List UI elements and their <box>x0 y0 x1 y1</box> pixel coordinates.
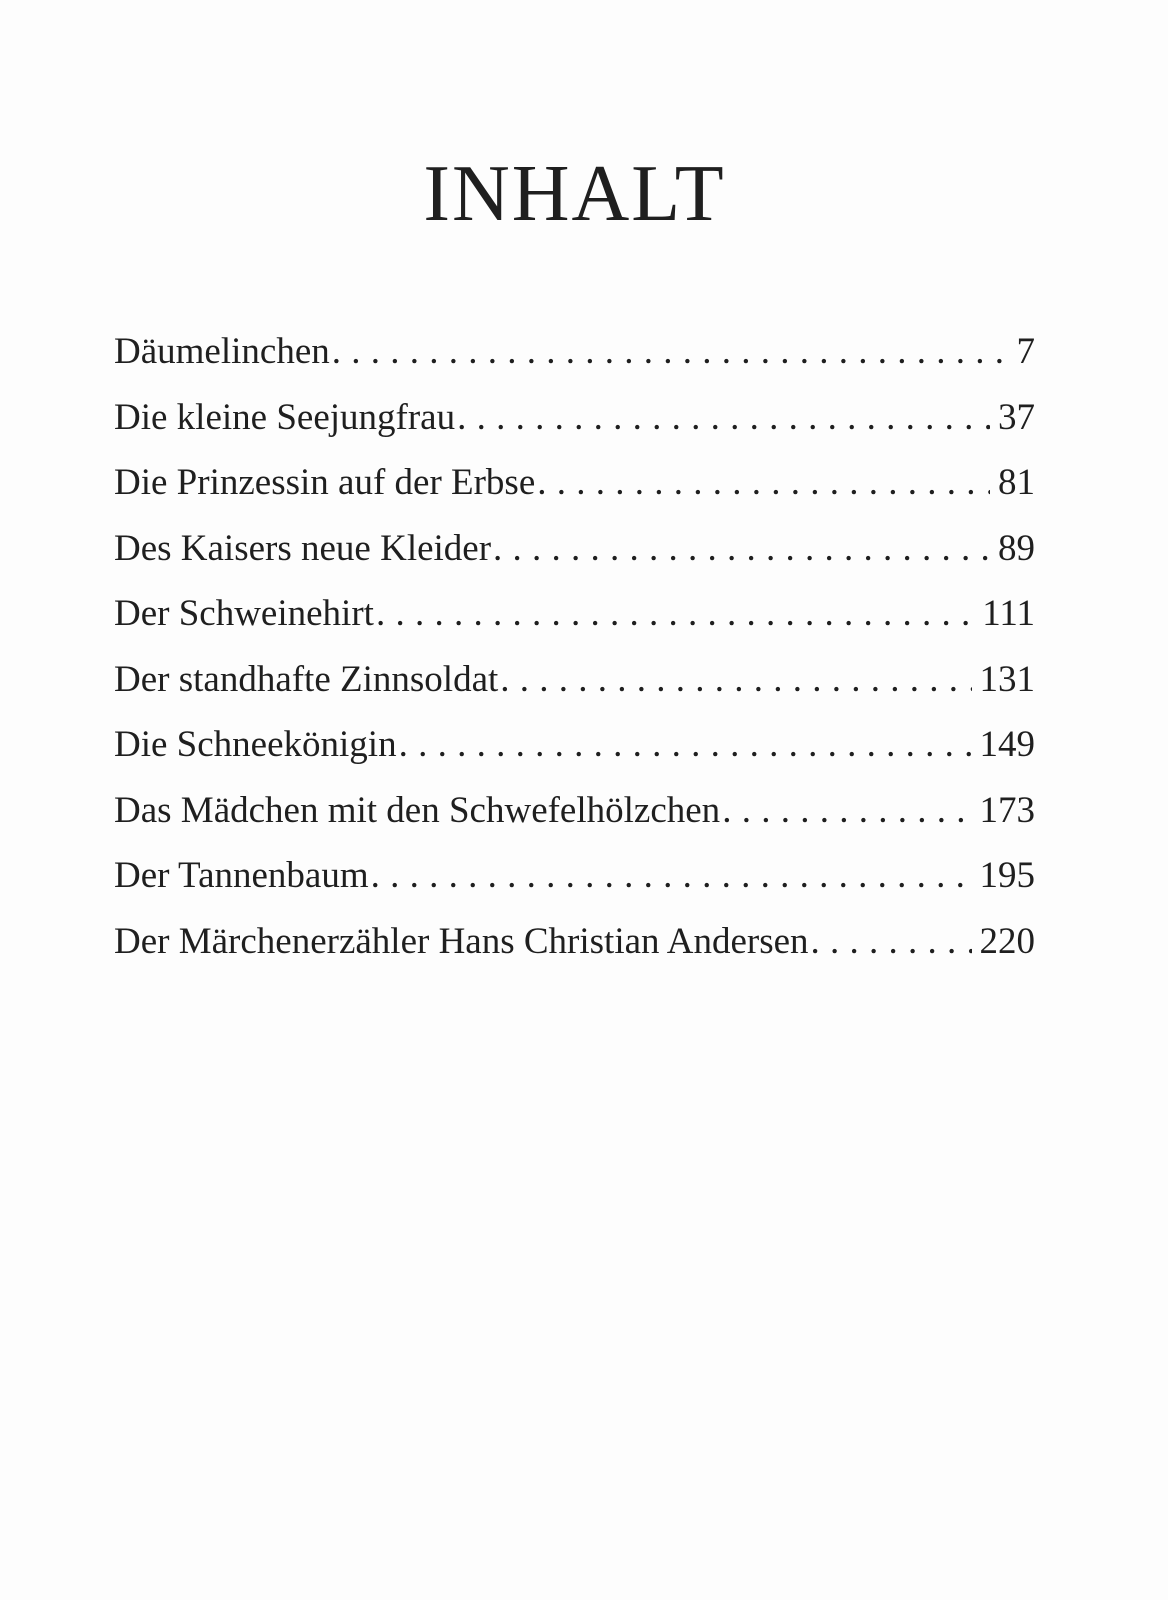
toc-entry <box>114 778 1035 844</box>
toc-entry-title: Die kleine Seejungfrau <box>114 396 456 438</box>
toc-entry-title: Des Kaisers neue Kleider <box>114 527 492 569</box>
toc-entry-page-number: 37 <box>998 396 1035 438</box>
dot-leader <box>399 712 972 778</box>
toc-entry-page-number: 173 <box>979 789 1035 831</box>
dot-leader <box>457 385 990 451</box>
toc-entry <box>114 647 1035 713</box>
toc-entry-title: Der standhafte Zinnsoldat <box>114 658 499 700</box>
toc-list <box>114 319 1035 974</box>
toc-entry-page-number: 195 <box>979 855 1035 896</box>
toc-entry-title: Der Schweinehirt <box>114 593 374 634</box>
toc-entry <box>114 319 1035 385</box>
dot-leader <box>332 319 1009 385</box>
toc-entry-page-number: 81 <box>998 462 1035 503</box>
toc-entry <box>114 450 1035 516</box>
toc-entry-title: Der Märchenerzähler Hans Christian Andersen <box>114 920 809 962</box>
toc-entry-title: Die Prinzessin auf der Erbse <box>114 462 536 503</box>
toc-entry <box>114 909 1035 975</box>
toc-entry <box>114 843 1035 909</box>
dot-leader <box>722 778 971 844</box>
toc-entry-page-number: 149 <box>979 724 1035 765</box>
toc-entry-page-number: 111 <box>982 593 1035 634</box>
toc-entry-page-number: 7 <box>1016 331 1035 372</box>
dot-leader <box>500 647 971 713</box>
dot-leader <box>537 450 990 516</box>
toc-entry <box>114 712 1035 778</box>
toc-entry-page-number: 89 <box>998 527 1035 569</box>
toc-entry-title: Der Tannenbaum <box>114 855 369 896</box>
dot-leader <box>811 909 972 975</box>
toc-entry-page-number: 131 <box>979 658 1035 700</box>
dot-leader <box>493 516 990 582</box>
toc-entry-title: Das Mädchen mit den Schwefelhölzchen <box>114 789 721 831</box>
dot-leader <box>376 581 974 647</box>
toc-entry <box>114 581 1035 647</box>
page-title: INHALT <box>423 150 726 238</box>
toc-entry-title: Däumelinchen <box>114 331 330 372</box>
toc-entry <box>114 385 1035 451</box>
dot-leader <box>371 843 972 909</box>
toc-entry-title: Die Schneekönigin <box>114 724 397 765</box>
toc-entry <box>114 516 1035 582</box>
toc-entry-page-number: 220 <box>979 920 1035 962</box>
